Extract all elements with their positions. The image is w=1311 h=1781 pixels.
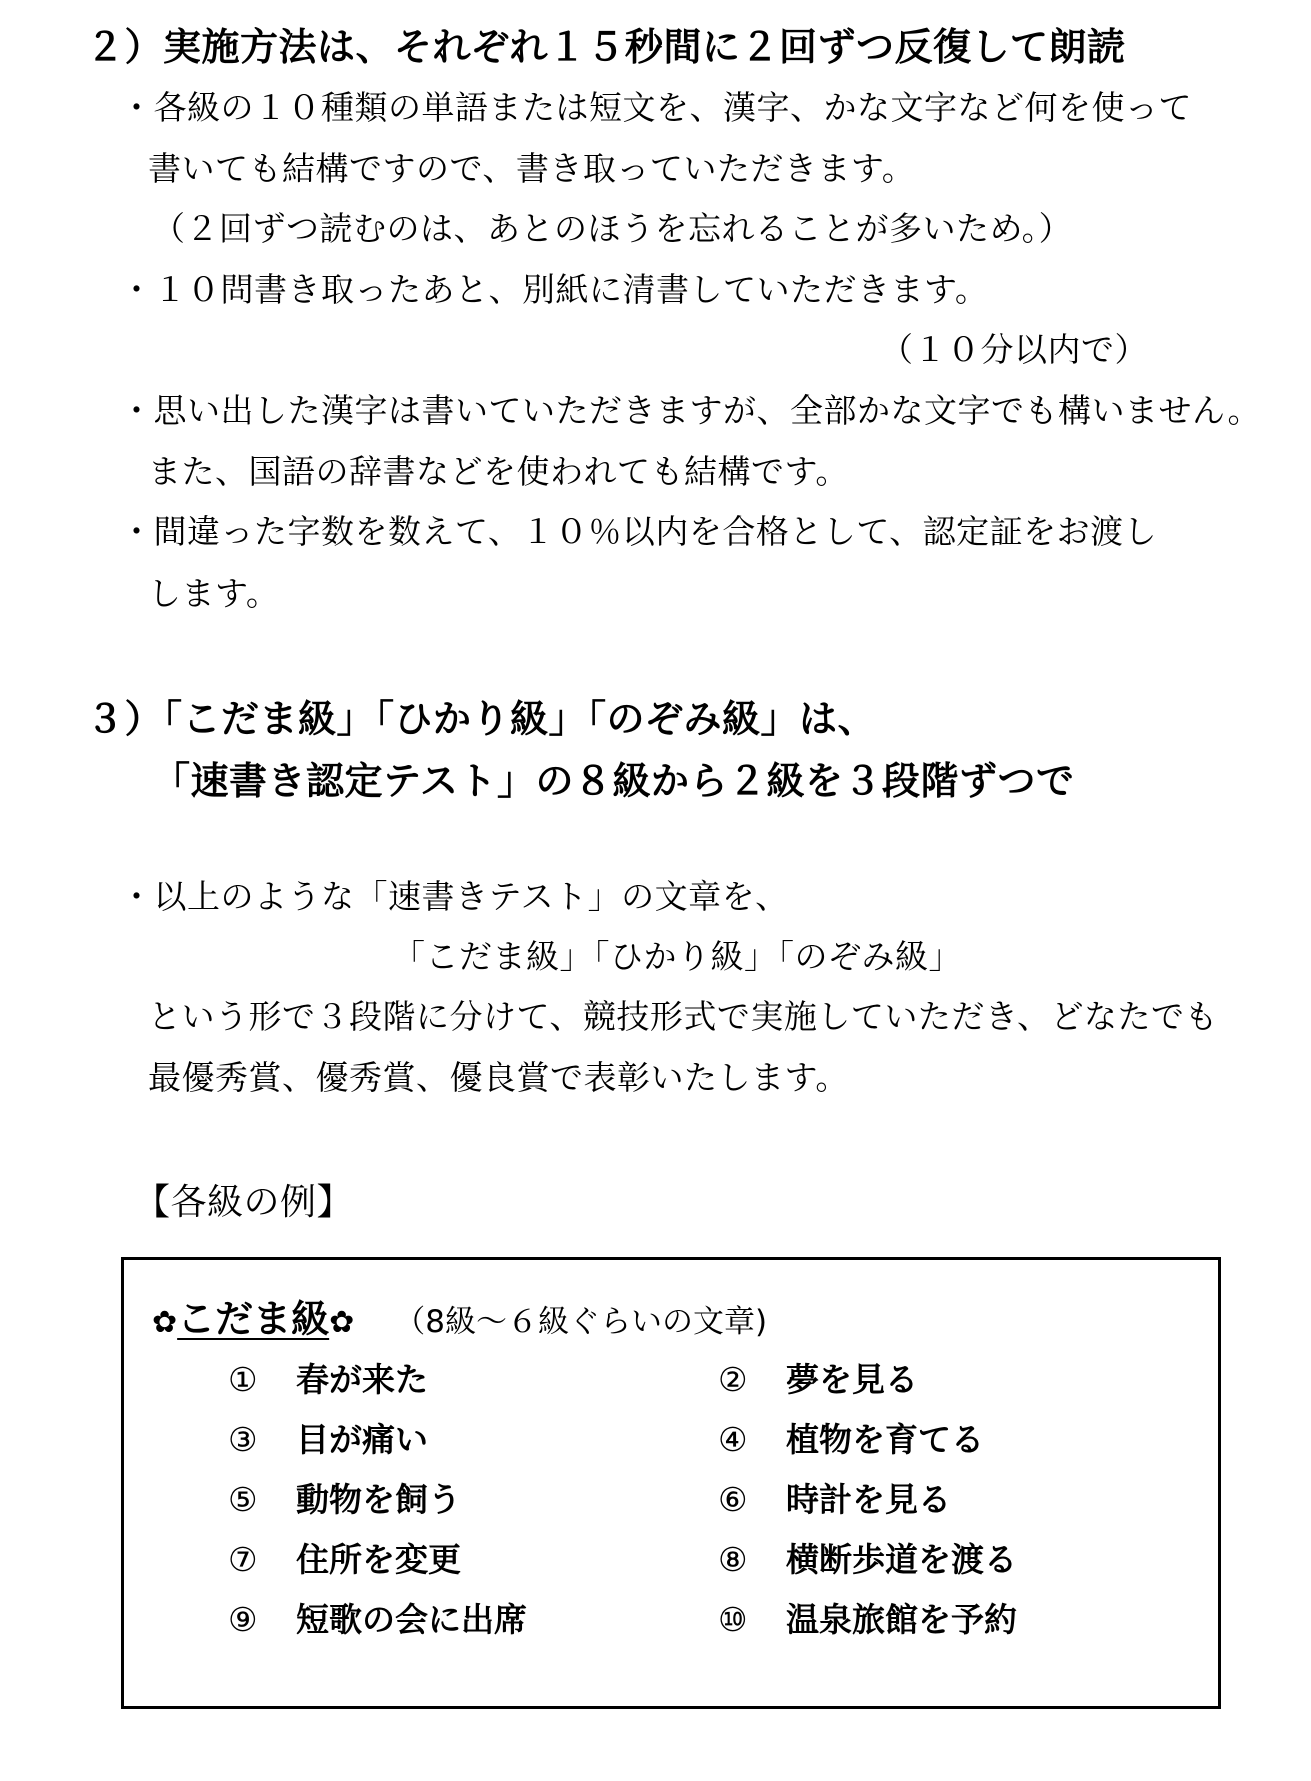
example-item [228,1540,461,1579]
item-text: 動物を飼う [296,1480,461,1519]
item-number: ⑤ [228,1480,258,1519]
section3-line: という形で３段階に分けて、競技形式で実施していただき、どなたでも [148,997,1219,1036]
item-number: ④ [718,1420,748,1459]
item-number: ⑥ [718,1480,748,1519]
item-number: ⑦ [228,1540,258,1579]
example-box [121,1257,1221,1709]
item-text: 短歌の会に出席 [296,1600,527,1639]
item-text: 植物を育てる [786,1420,984,1459]
item-number: ① [228,1360,258,1399]
example-item [228,1360,428,1399]
item-text: 時計を見る [786,1480,951,1519]
item-number: ⑩ [718,1600,748,1639]
item-text: 温泉旅館を予約 [786,1600,1017,1639]
item-text: 春が来た [296,1360,428,1399]
section2-note: （２回ずつ読むのは、あとのほうを忘れることが多いため。） [152,209,1073,248]
item-number: ⑨ [228,1600,258,1639]
section2-heading: ２）実施方法は、それぞれ１５秒間に２回ずつ反復して朗読 [86,25,1126,69]
flower-icon: ✿ [329,1305,355,1340]
examples-label: 【各級の例】 [134,1182,354,1223]
section2-line: ・間違った字数を数えて、１０％以内を合格として、認定証をお渡し [120,512,1158,551]
example-item [228,1600,527,1639]
item-number: ③ [228,1420,258,1459]
flower-icon: ✿ [152,1305,178,1340]
example-item [718,1420,984,1459]
level-note: （8級〜６級ぐらいの文章) [394,1304,768,1340]
example-item [718,1480,951,1519]
level-title [152,1297,768,1341]
section3-levels-line: 「こだま級」「ひかり級」「のぞみ級」 [392,937,962,976]
section2-time-limit: （１０分以内で） [880,330,1148,369]
level-name: こだま級 [177,1297,330,1341]
section3-line: ・以上のような「速書きテスト」の文章を、 [120,877,789,916]
section2-line: ・各級の１０種類の単語または短文を、漢字、かな文字など何を使って [120,88,1192,127]
section2-line: します。 [148,574,280,613]
item-number: ⑧ [718,1540,748,1579]
section3-line: 最優秀賞、優秀賞、優良賞で表彰いたします。 [148,1058,849,1097]
item-text: 横断歩道を渡る [786,1540,1017,1579]
section2-line: 書いても結構ですので、書き取っていただきます。 [148,149,916,188]
example-item [718,1540,1017,1579]
item-text: 目が痛い [296,1420,428,1459]
item-text: 夢を見る [786,1360,918,1399]
section2-line: また、国語の辞書などを使われても結構です。 [148,452,849,491]
section2-line: ・思い出した漢字は書いていただきますが、全部かな文字でも構いません。 [120,391,1261,430]
example-item [718,1600,1017,1639]
section2-line: ・１０問書き取ったあと、別紙に清書していただきます。 [120,270,989,309]
example-item [228,1420,428,1459]
example-item [228,1480,461,1519]
item-text: 住所を変更 [296,1540,461,1579]
section3-heading-continued: 「速書き認定テスト」の８級から２級を３段階ずつで [152,759,1075,803]
section3-heading: ３）「こだま級」「ひかり級」「のぞみ級」は、 [86,697,877,741]
example-item [718,1360,918,1399]
item-number: ② [718,1360,748,1399]
